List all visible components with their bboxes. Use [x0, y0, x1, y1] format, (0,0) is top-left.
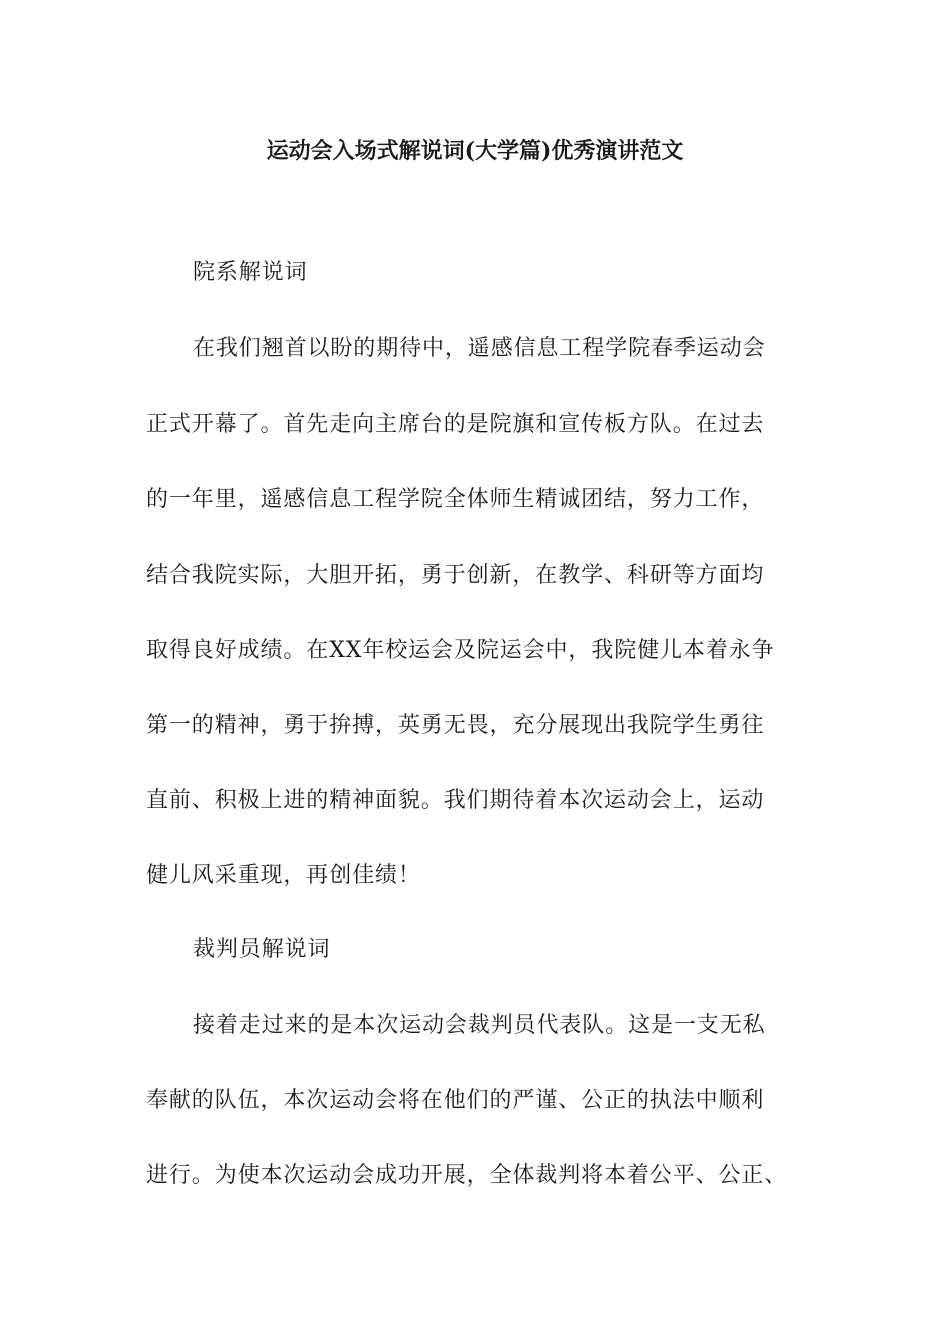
paragraph-line: 取得良好成绩。在XX年校运会及院运会中，我院健儿本着永争	[146, 638, 775, 663]
paragraph-line: 奉献的队伍，本次运动会将在他们的严谨、公正的执法中顺利	[146, 1088, 765, 1113]
paragraph-line: 的一年里，遥感信息工程学院全体师生精诚团结，努力工作，	[146, 487, 765, 512]
paragraph-line: 结合我院实际，大胆开拓，勇于创新，在教学、科研等方面均	[146, 563, 765, 588]
section-heading-department: 院系解说词	[193, 260, 308, 285]
section-heading-referee: 裁判员解说词	[193, 937, 331, 962]
paragraph-line: 在我们翘首以盼的期待中，遥感信息工程学院春季运动会	[193, 336, 766, 361]
paragraph-line: 进行。为使本次运动会成功开展，全体裁判将本着公平、公正、	[146, 1163, 788, 1188]
paragraph-line: 健儿风采重现，再创佳绩！	[146, 863, 421, 888]
paragraph-line: 直前、积极上进的精神面貌。我们期待着本次运动会上，运动	[146, 788, 765, 813]
document-title: 运动会入场式解说词(大学篇)优秀演讲范文	[266, 138, 684, 164]
paragraph-line: 接着走过来的是本次运动会裁判员代表队。这是一支无私	[193, 1013, 766, 1038]
paragraph-line: 正式开幕了。首先走向主席台的是院旗和宣传板方队。在过去	[146, 412, 765, 437]
paragraph-line: 第一的精神，勇于拚搏，英勇无畏，充分展现出我院学生勇往	[146, 713, 765, 738]
